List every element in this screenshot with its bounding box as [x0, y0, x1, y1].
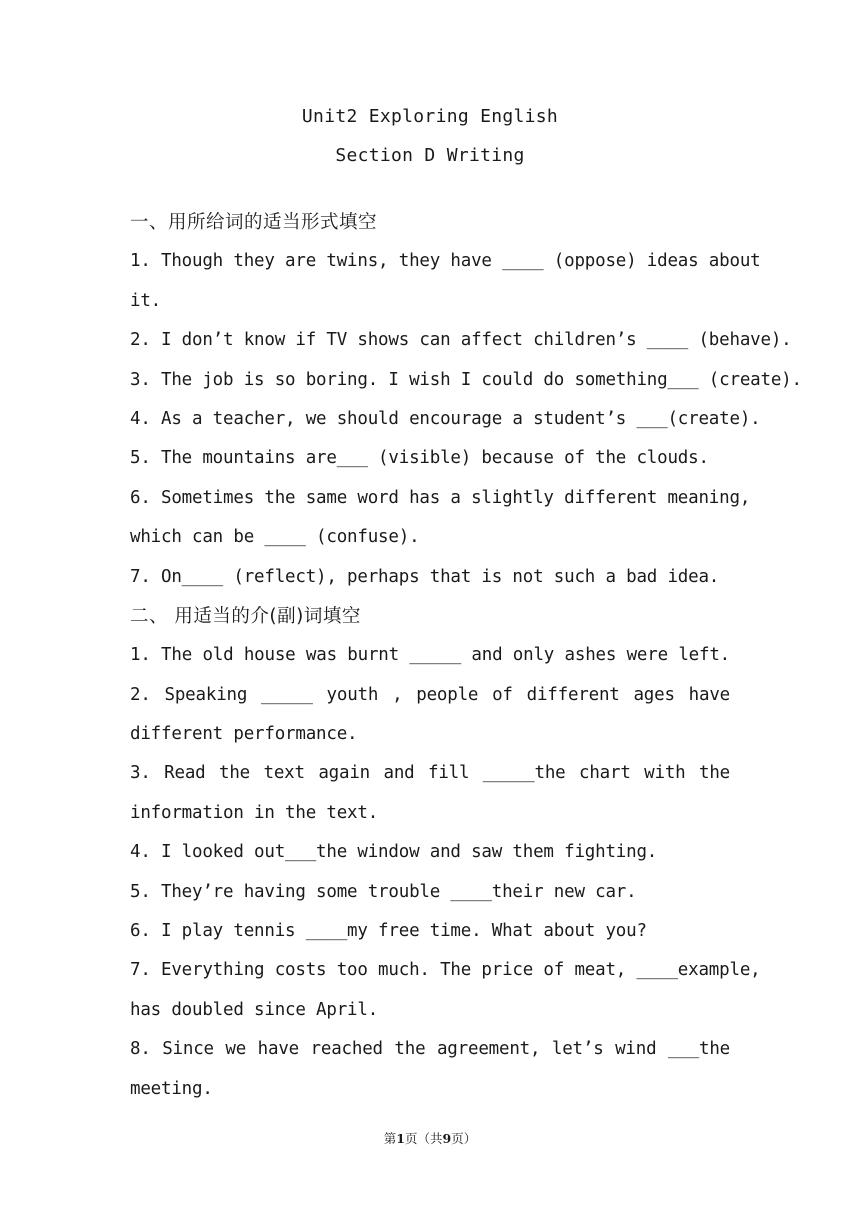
section2-line: information in the text.: [130, 802, 379, 823]
section1-line: 4. As a teacher, we should encourage a student’s ___(create).: [130, 408, 761, 429]
page-footer: [0, 1130, 860, 1148]
section2-line: has doubled since April.: [130, 999, 379, 1020]
section1-line: it.: [130, 290, 162, 311]
section1-line: 6. Sometimes the same word has a slightly different meaning,: [130, 487, 751, 508]
section2-line: 8. Since we have reached the agreement, let’s wind ___the: [130, 1039, 730, 1060]
footer-prefix: 第: [383, 1131, 397, 1146]
exercise-content: [130, 203, 802, 1109]
section1-line: 2. I don’t know if TV shows can affect children’s ____ (behave).: [130, 330, 792, 351]
section2-line: 6. I play tennis ____my free time. What about you?: [130, 921, 647, 942]
section1-line: 5. The mountains are___ (visible) because of the clouds.: [130, 448, 709, 469]
section2-line: 2. Speaking _____ youth , people of different ages have: [130, 684, 730, 705]
section1-line: 7. On____ (reflect), perhaps that is not such a bad idea.: [130, 566, 720, 587]
section1-line: which can be ____ (confuse).: [130, 527, 420, 548]
footer-page-number: 1: [396, 1131, 405, 1146]
section1-line: 1. Though they are twins, they have ____ (oppose) ideas about: [130, 251, 761, 272]
section2-heading: 二、 用适当的介(副)词填空: [130, 605, 361, 627]
section1-heading: 一、用所给词的适当形式填空: [130, 212, 378, 233]
document-title: Unit2 Exploring English: [301, 106, 559, 127]
section2-line: 5. They’re having some trouble ____their new car.: [130, 881, 637, 902]
footer-suffix: 页）: [451, 1131, 477, 1146]
section2-line: meeting.: [130, 1078, 213, 1099]
section1-line: 3. The job is so boring. I wish I could do something___ (create).: [130, 369, 802, 390]
section2-line: 4. I looked out___the window and saw them fighting.: [130, 842, 658, 863]
document-subtitle: Section D Writing: [335, 145, 525, 166]
section2-line: 7. Everything costs too much. The price of meat, ____example,: [130, 960, 761, 981]
footer-middle: 页（共: [404, 1131, 443, 1146]
footer-total-pages: 9: [442, 1131, 452, 1146]
section2-line: 1. The old house was burnt _____ and only ashes were left.: [130, 645, 730, 666]
section2-line: different performance.: [130, 724, 358, 745]
section2-line: 3. Read the text again and fill _____the chart with the: [130, 763, 730, 784]
